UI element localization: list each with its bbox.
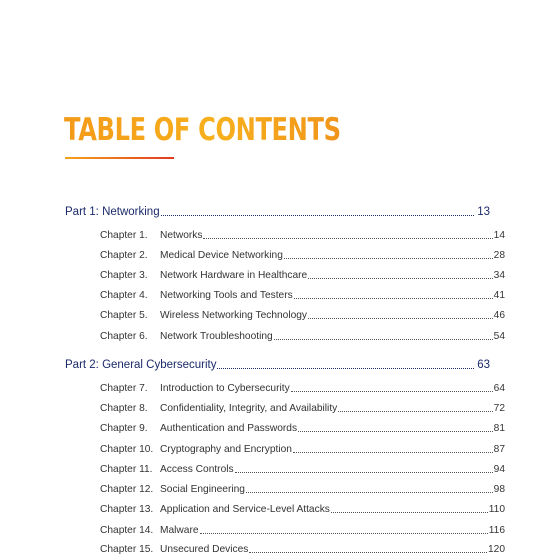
part-entry[interactable] — [65, 206, 490, 218]
dot-leader — [235, 471, 493, 473]
dot-leader — [246, 491, 493, 493]
page-number: 54 — [493, 331, 505, 342]
chapter-entry[interactable] — [100, 230, 505, 241]
dot-leader — [294, 297, 493, 299]
dot-leader — [298, 430, 493, 432]
dot-leader — [249, 551, 487, 553]
chapter-title: Application and Service-Level Attacks — [160, 504, 330, 515]
chapter-title: Networking Tools and Testers — [160, 290, 293, 301]
chapter-entry[interactable] — [100, 250, 505, 261]
chapter-entry[interactable] — [100, 403, 505, 414]
dot-leader — [274, 338, 493, 340]
page-number: 120 — [488, 544, 505, 555]
chapter-title: Confidentiality, Integrity, and Availability — [160, 403, 338, 414]
chapter-number: Chapter 12. — [100, 484, 154, 495]
chapter-title: Introduction to Cybersecurity — [160, 383, 290, 394]
part-title: Part 2: General Cybersecurity — [65, 359, 217, 371]
chapter-number: Chapter 2. — [100, 250, 148, 261]
chapter-number: Chapter 1. — [100, 230, 148, 241]
chapter-number: Chapter 14. — [100, 525, 154, 536]
chapter-number: Chapter 10. — [100, 444, 154, 455]
title-underline — [65, 157, 174, 159]
dot-leader — [331, 511, 488, 513]
chapter-number: Chapter 7. — [100, 383, 148, 394]
page-number: 87 — [493, 444, 505, 455]
page-number: 46 — [493, 310, 505, 321]
dot-leader — [338, 410, 492, 412]
chapter-entry[interactable] — [100, 444, 505, 455]
chapter-title: Networks — [160, 230, 203, 241]
page-number: 63 — [477, 359, 490, 371]
page-number: 116 — [488, 525, 505, 536]
page-number: 110 — [488, 504, 505, 515]
chapter-title: Unsecured Devices — [160, 544, 249, 555]
chapter-entry[interactable] — [100, 423, 505, 434]
dot-leader — [200, 532, 488, 534]
page-number: 64 — [493, 383, 505, 394]
page-number: 13 — [477, 206, 490, 218]
dot-leader — [203, 237, 492, 239]
chapter-number: Chapter 5. — [100, 310, 148, 321]
chapter-entry[interactable] — [100, 270, 505, 281]
dot-leader — [293, 451, 493, 453]
chapter-title: Wireless Networking Technology — [160, 310, 308, 321]
chapter-entry[interactable] — [100, 484, 505, 495]
chapter-entry[interactable] — [100, 331, 505, 342]
dot-leader — [308, 317, 493, 319]
chapter-title: Social Engineering — [160, 484, 245, 495]
chapter-number: Chapter 4. — [100, 290, 148, 301]
chapter-number: Chapter 15. — [100, 544, 154, 555]
chapter-title: Access Controls — [160, 464, 234, 475]
dot-leader — [217, 367, 474, 369]
dot-leader — [161, 214, 475, 216]
chapter-title: Malware — [160, 525, 199, 536]
page-number: 81 — [493, 423, 505, 434]
dot-leader — [291, 390, 493, 392]
page-number: 41 — [493, 290, 505, 301]
page-number: 72 — [493, 403, 505, 414]
chapter-entry[interactable] — [100, 310, 505, 321]
chapter-number: Chapter 11. — [100, 464, 153, 475]
page-number: 34 — [493, 270, 505, 281]
chapter-entry[interactable] — [100, 383, 505, 394]
chapter-entry[interactable] — [100, 290, 505, 301]
chapter-entry[interactable] — [100, 544, 505, 555]
chapter-entry[interactable] — [100, 464, 505, 475]
chapter-title: Cryptography and Encryption — [160, 444, 292, 455]
chapter-title: Medical Device Networking — [160, 250, 283, 261]
chapter-number: Chapter 6. — [100, 331, 148, 342]
page-title: TABLE OF CONTENTS — [64, 112, 341, 148]
part-entry[interactable] — [65, 359, 490, 371]
chapter-number: Chapter 3. — [100, 270, 148, 281]
page-number: 28 — [493, 250, 505, 261]
chapter-number: Chapter 13. — [100, 504, 154, 515]
dot-leader — [284, 257, 493, 259]
chapter-title: Network Troubleshooting — [160, 331, 273, 342]
page-number: 98 — [493, 484, 505, 495]
page-number: 94 — [493, 464, 505, 475]
part-title: Part 1: Networking — [65, 206, 160, 218]
page-number: 14 — [493, 230, 505, 241]
dot-leader — [308, 277, 492, 279]
chapter-entry[interactable] — [100, 504, 505, 515]
chapter-number: Chapter 9. — [100, 423, 148, 434]
chapter-title: Network Hardware in Healthcare — [160, 270, 308, 281]
chapter-entry[interactable] — [100, 525, 505, 536]
chapter-title: Authentication and Passwords — [160, 423, 298, 434]
chapter-number: Chapter 8. — [100, 403, 148, 414]
